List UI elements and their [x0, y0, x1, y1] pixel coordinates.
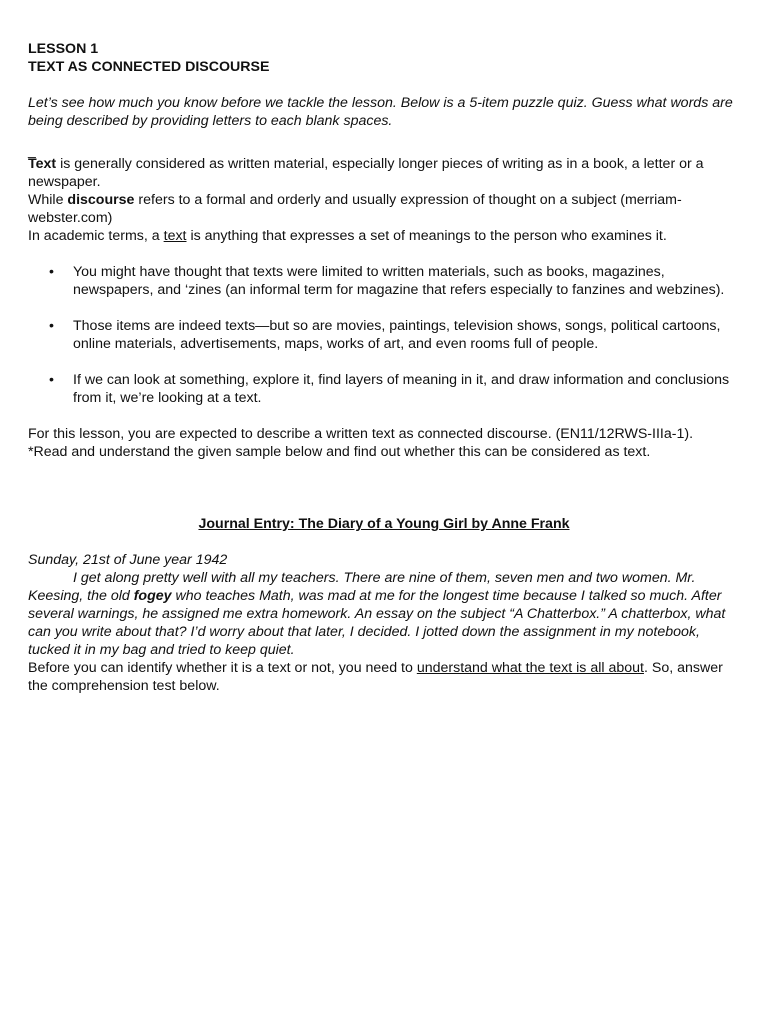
before-rest: . So, answer the comprehension test below. [28, 660, 723, 694]
academic-lead: In academic terms, a [28, 228, 164, 244]
lesson-title: TEXT AS CONNECTED DISCOURSE [28, 59, 270, 75]
text-examples-list [28, 263, 740, 407]
academic-text-term: text [163, 228, 187, 244]
discourse-definition-paragraph [28, 191, 740, 227]
intro-paragraph: Let’s see how much you know before we tackle the lesson. Below is a 5-item puzzle quiz. Guess what words are being described by providing letters to each blank spaces. [28, 95, 733, 129]
list-item [49, 317, 740, 353]
lesson-number: LESSON 1 [28, 41, 99, 57]
journal-fogey-term: fogey [133, 588, 172, 604]
document-page [28, 40, 740, 695]
text-term: Text [28, 156, 57, 172]
journal-body-rest: who teaches Math, was mad at me for the longest time because I talked so much. After several warnings, he assigned me extra homework. An essay on the subject “A Chatterbox.” A chatterbox, what can you write about that? I’d worry about that later, I decided. I jotted down the assignment in my notebook, tucked it in my bag and tried to keep quiet. [28, 588, 726, 658]
bullet-icon: • [49, 372, 54, 388]
bullet-icon: • [49, 318, 54, 334]
discourse-term: discourse [67, 192, 135, 208]
journal-body-lead: I get along pretty well with all my teachers. There are nine of them, seven men and two women. Mr. Keesing, the old [28, 570, 696, 604]
before-lead: Before you can identify whether it is a text or not, you need to [28, 660, 417, 676]
academic-rest: is anything that expresses a set of meanings to the person who examines it. [186, 228, 667, 244]
text-definition-rest: is generally considered as written material, especially longer pieces of writing as in a book, a letter or a newspaper. [28, 156, 704, 190]
academic-definition-paragraph [28, 227, 740, 245]
before-underlined: understand what the text is all about [416, 660, 644, 676]
comprehension-instruction-paragraph [28, 659, 740, 695]
discourse-definition-rest: refers to a formal and orderly and usually expression of thought on a subject (merriam-webster.com) [28, 192, 682, 226]
list-item-text: If we can look at something, explore it, find layers of meaning in it, and draw information and conclusions from it, we’re looking at a text. [73, 372, 730, 406]
list-item-text: You might have thought that texts were limited to written materials, such as books, magazines, newspapers, and ‘zines (an informal term for magazine that refers especially to fanzines and webzines). [73, 264, 725, 298]
journal-body [28, 569, 740, 659]
list-item [49, 371, 740, 407]
bullet-icon: • [49, 264, 54, 280]
list-item [49, 263, 740, 299]
read-instruction-paragraph: *Read and understand the given sample below and find out whether this can be considered as text. [28, 444, 651, 460]
list-item-text: Those items are indeed texts—but so are movies, paintings, television shows, songs, political cartoons, online materials, advertisements, maps, works of art, and even rooms full of people. [73, 318, 721, 352]
lesson-expectation-paragraph: For this lesson, you are expected to describe a written text as connected discourse. (EN11/12RWS-IIIa-1). [28, 426, 694, 442]
journal-title: Journal Entry: The Diary of a Young Girl by Anne Frank [198, 516, 570, 532]
journal-date: Sunday, 21st of June year 1942 [28, 552, 228, 568]
discourse-lead: While [28, 192, 68, 208]
blank-dash-mark: _ [28, 142, 36, 158]
text-definition-paragraph [28, 155, 740, 191]
